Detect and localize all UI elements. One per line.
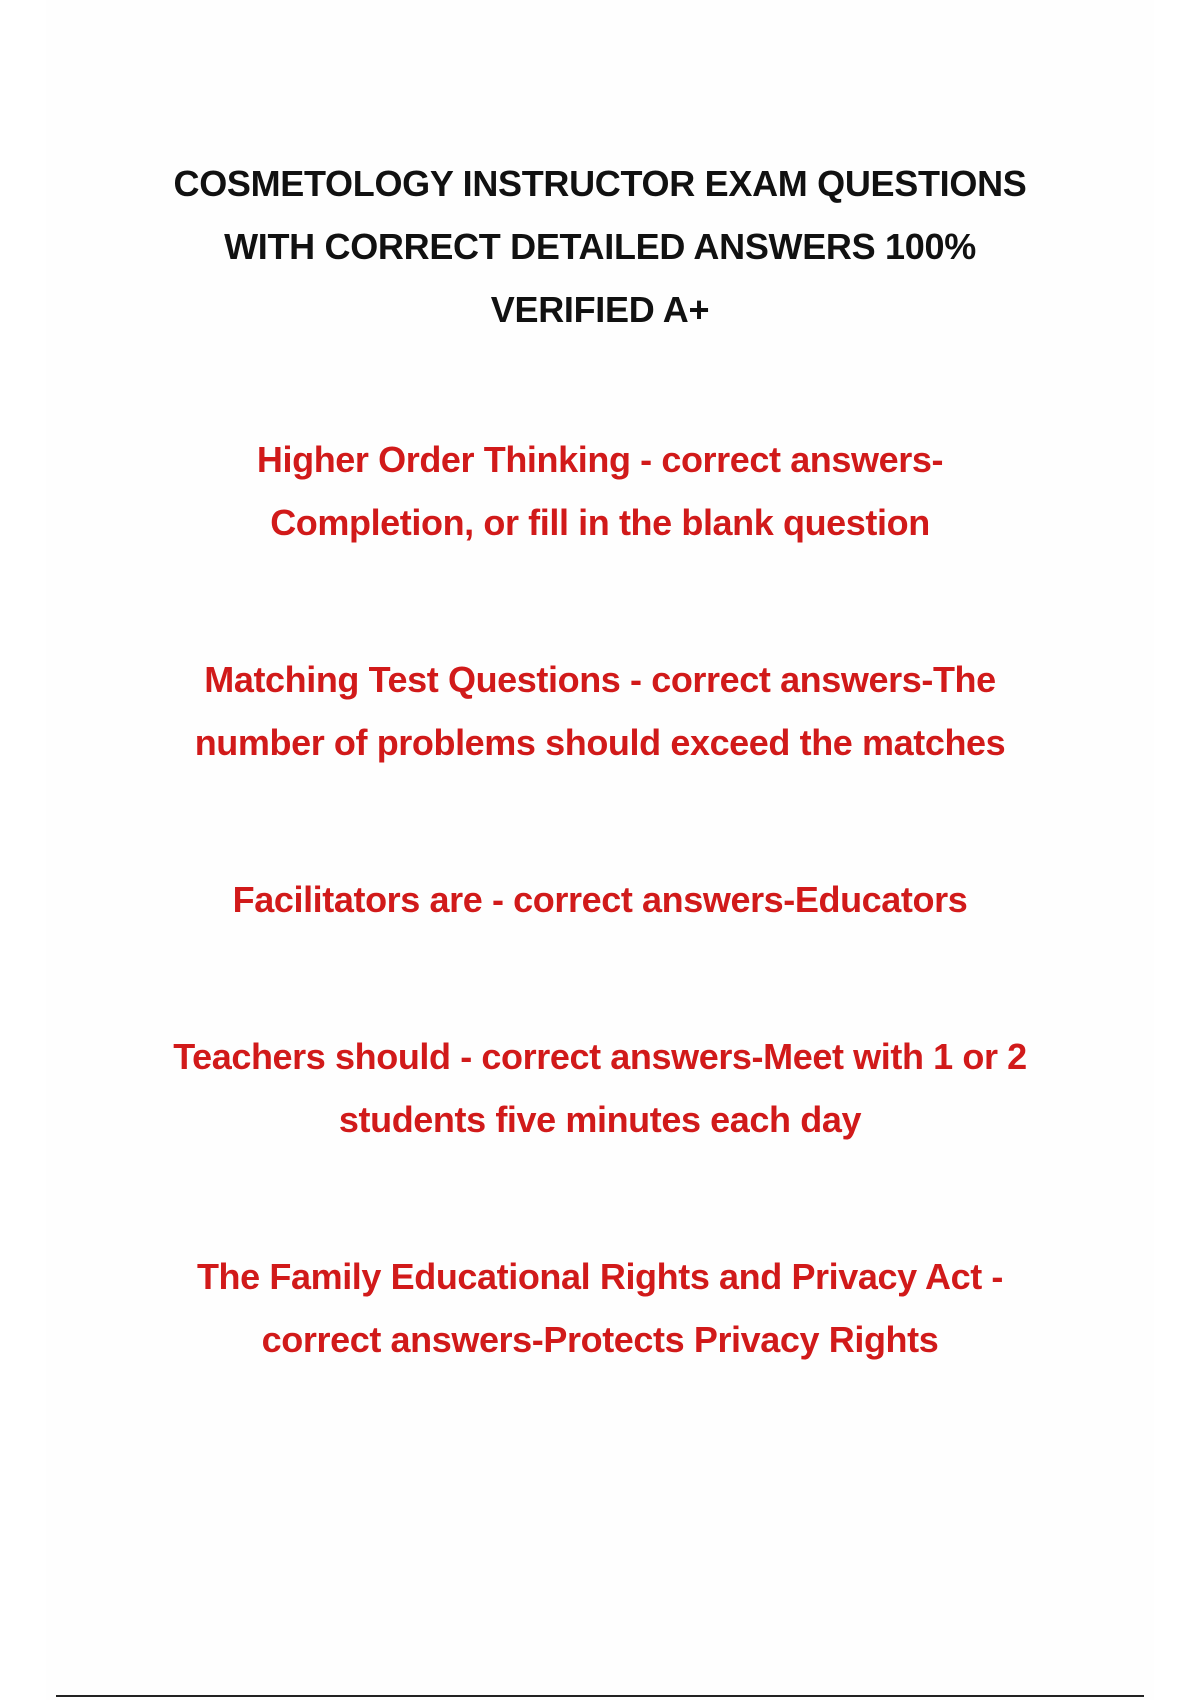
qa-item-facilitators [46,868,1154,931]
page-bottom-divider [56,1695,1144,1697]
qa-line: Facilitators are - correct answers-Educators [232,879,968,920]
qa-item-teachers-should [46,1025,1154,1151]
qa-item-ferpa [46,1245,1154,1371]
qa-line: correct answers-Protects Privacy Rights [261,1319,939,1360]
qa-line: Matching Test Questions - correct answers-The [204,659,996,700]
qa-line: Teachers should - correct answers-Meet with 1 or 2 [173,1036,1027,1077]
qa-line: Completion, or fill in the blank question [270,502,930,543]
qa-line: students five minutes each day [338,1099,862,1140]
title-line: VERIFIED A+ [490,289,710,330]
qa-item-matching-test-questions [46,648,1154,774]
document-page [46,0,1154,1700]
qa-line: number of problems should exceed the matches [194,722,1006,763]
qa-item-higher-order-thinking [46,428,1154,554]
title-line: WITH CORRECT DETAILED ANSWERS 100% [224,226,976,267]
document-title [46,152,1154,341]
title-line: COSMETOLOGY INSTRUCTOR EXAM QUESTIONS [173,163,1027,204]
qa-line: The Family Educational Rights and Privacy Act - [196,1256,1004,1297]
qa-line: Higher Order Thinking - correct answers- [256,439,944,480]
